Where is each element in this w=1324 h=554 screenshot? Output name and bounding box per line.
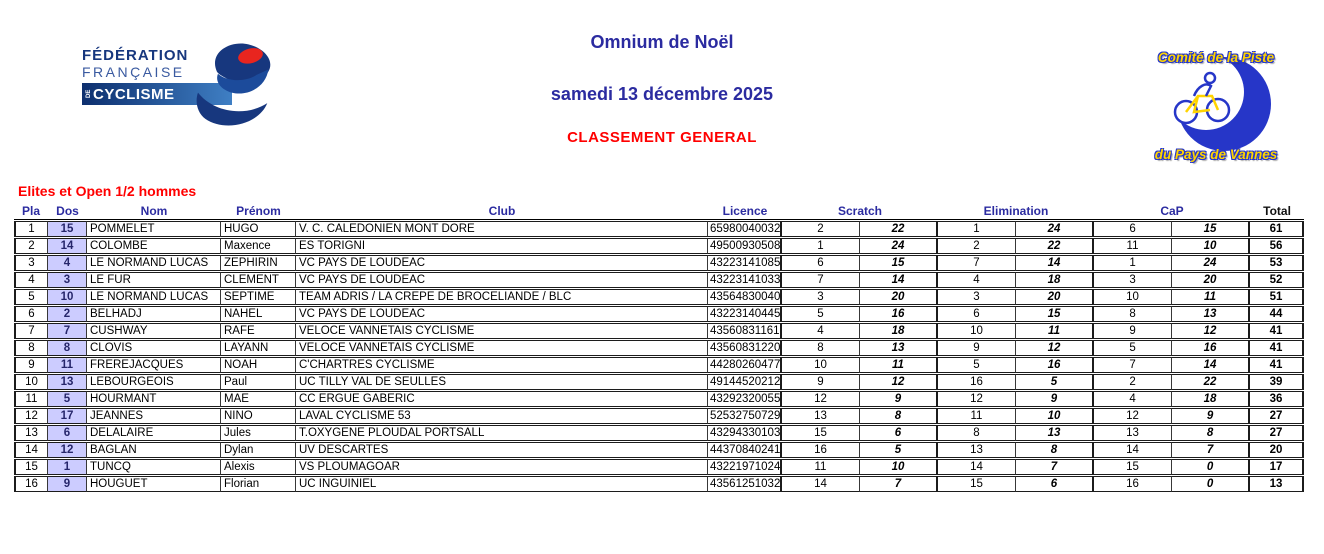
club-cell: VELOCE VANNETAIS CYCLISME <box>296 323 708 339</box>
rank-cell: 15 <box>14 459 48 475</box>
cap-place-cell: 5 <box>1094 340 1172 356</box>
licence-cell: 43560831161 <box>708 323 782 339</box>
table-row <box>14 459 1304 475</box>
category-title: Elites et Open 1/2 hommes <box>18 183 197 199</box>
lastname-cell: POMMELET <box>87 221 221 237</box>
cap-place-cell: 15 <box>1094 459 1172 475</box>
lastname-cell: JEANNES <box>87 408 221 424</box>
elimination-points-cell: 20 <box>1016 289 1094 305</box>
ffc-logo-de: DE <box>86 89 92 98</box>
header-elimination: Elimination <box>938 201 1094 220</box>
club-cell: C'CHARTRES CYCLISME <box>296 357 708 373</box>
licence-cell: 43294330103 <box>710 427 781 439</box>
table-row <box>14 323 1304 339</box>
scratch-points-cell: 18 <box>860 323 938 339</box>
scratch-place-cell: 16 <box>782 442 860 458</box>
lastname-cell: TUNCQ <box>87 459 221 475</box>
licence-cell: 43223141033 <box>710 274 781 286</box>
header-club: Club <box>296 201 708 220</box>
total-cell: 44 <box>1250 306 1304 322</box>
firstname-cell: Maxence <box>221 238 296 254</box>
ffc-logo-line3: CYCLISME <box>93 85 175 103</box>
scratch-place-cell: 13 <box>782 408 860 424</box>
scratch-place-cell: 3 <box>782 289 860 305</box>
cap-points-cell: 10 <box>1172 238 1250 254</box>
firstname-cell: RAFE <box>221 323 296 339</box>
cap-points-cell: 11 <box>1172 289 1250 305</box>
licence-cell: 43561251032 <box>710 478 781 490</box>
rank-cell: 3 <box>14 255 48 271</box>
scratch-place-cell: 9 <box>782 374 860 390</box>
elimination-points-cell: 14 <box>1016 255 1094 271</box>
elimination-points-cell: 24 <box>1016 221 1094 237</box>
event-date: samedi 13 décembre 2025 <box>550 84 774 104</box>
scratch-points-cell: 15 <box>860 255 938 271</box>
scratch-points-cell: 6 <box>860 425 938 441</box>
total-cell: 41 <box>1250 323 1304 339</box>
scratch-points-cell: 20 <box>860 289 938 305</box>
header-nom: Nom <box>87 201 221 220</box>
table-row <box>14 391 1304 407</box>
elimination-place-cell: 4 <box>938 272 1016 288</box>
elimination-points-cell: 15 <box>1016 306 1094 322</box>
lastname-cell: CUSHWAY <box>87 323 221 339</box>
club-cell: VELOCE VANNETAIS CYCLISME <box>296 340 708 356</box>
cap-points-cell: 0 <box>1172 459 1250 475</box>
bib-cell: 6 <box>48 425 87 441</box>
scratch-points-cell: 8 <box>860 408 938 424</box>
firstname-cell: LAYANN <box>221 340 296 356</box>
cap-points-cell: 15 <box>1172 221 1250 237</box>
firstname-cell: Alexis <box>221 459 296 475</box>
club-cell: UC INGUINIEL <box>296 476 708 492</box>
total-cell: 39 <box>1250 374 1304 390</box>
header-dos: Dos <box>48 201 87 220</box>
rank-cell: 1 <box>14 221 48 237</box>
licence-cell: 49144520212 <box>710 376 781 388</box>
header-pla: Pla <box>14 201 48 220</box>
total-cell: 20 <box>1250 442 1304 458</box>
total-cell: 41 <box>1250 357 1304 373</box>
scratch-place-cell: 15 <box>782 425 860 441</box>
elimination-points-cell: 16 <box>1016 357 1094 373</box>
total-cell: 36 <box>1250 391 1304 407</box>
elimination-place-cell: 16 <box>938 374 1016 390</box>
rank-cell: 8 <box>14 340 48 356</box>
cap-points-cell: 13 <box>1172 306 1250 322</box>
rank-cell: 12 <box>14 408 48 424</box>
bib-cell: 14 <box>48 238 87 254</box>
results-table <box>14 200 1304 493</box>
elimination-place-cell: 15 <box>938 476 1016 492</box>
rank-cell: 4 <box>14 272 48 288</box>
total-cell: 27 <box>1250 425 1304 441</box>
bib-cell: 4 <box>48 255 87 271</box>
club-cell: VC PAYS DE LOUDEAC <box>296 272 708 288</box>
scratch-place-cell: 11 <box>782 459 860 475</box>
cap-place-cell: 2 <box>1094 374 1172 390</box>
scratch-points-cell: 9 <box>860 391 938 407</box>
club-cell: V. C. CALEDONIEN MONT DORE <box>296 221 708 237</box>
elimination-points-cell: 10 <box>1016 408 1094 424</box>
elimination-place-cell: 3 <box>938 289 1016 305</box>
total-cell: 56 <box>1250 238 1304 254</box>
table-header-row <box>14 201 1304 220</box>
bib-cell: 10 <box>48 289 87 305</box>
firstname-cell: NAHEL <box>221 306 296 322</box>
firstname-cell: Dylan <box>221 442 296 458</box>
scratch-place-cell: 10 <box>782 357 860 373</box>
committee-logo <box>1136 38 1296 164</box>
results-body <box>14 221 1304 492</box>
firstname-cell: ZEPHIRIN <box>221 255 296 271</box>
scratch-points-cell: 12 <box>860 374 938 390</box>
table-row <box>14 357 1304 373</box>
cap-place-cell: 8 <box>1094 306 1172 322</box>
bib-cell: 3 <box>48 272 87 288</box>
licence-cell: 43564830040 <box>710 291 781 303</box>
elimination-place-cell: 2 <box>938 238 1016 254</box>
licence-cell: 44280260477 <box>710 359 781 371</box>
elimination-place-cell: 12 <box>938 391 1016 407</box>
elimination-points-cell: 18 <box>1016 272 1094 288</box>
cap-points-cell: 22 <box>1172 374 1250 390</box>
cap-points-cell: 12 <box>1172 323 1250 339</box>
scratch-points-cell: 10 <box>860 459 938 475</box>
club-cell: LAVAL CYCLISME 53 <box>296 408 708 424</box>
lastname-cell: HOUGUET <box>87 476 221 492</box>
header-licence: Licence <box>708 201 782 220</box>
table-row <box>14 476 1304 492</box>
bib-cell: 15 <box>48 221 87 237</box>
lastname-cell: FREREJACQUES <box>87 357 221 373</box>
lastname-cell: COLOMBE <box>87 238 221 254</box>
event-title: Omnium de Noël <box>590 32 734 52</box>
scratch-place-cell: 14 <box>782 476 860 492</box>
lastname-cell: LE NORMAND LUCAS <box>87 289 221 305</box>
elimination-points-cell: 8 <box>1016 442 1094 458</box>
cap-points-cell: 9 <box>1172 408 1250 424</box>
table-row <box>14 255 1304 271</box>
cap-place-cell: 7 <box>1094 357 1172 373</box>
firstname-cell: Florian <box>221 476 296 492</box>
total-cell: 51 <box>1250 289 1304 305</box>
committee-logo-top-text: Comité de la Piste <box>1157 50 1275 65</box>
scratch-points-cell: 7 <box>860 476 938 492</box>
cap-place-cell: 13 <box>1094 425 1172 441</box>
cap-place-cell: 4 <box>1094 391 1172 407</box>
firstname-cell: Paul <box>221 374 296 390</box>
licence-cell: 43560831220 <box>710 342 781 354</box>
bib-cell: 8 <box>48 340 87 356</box>
licence-cell: 43223141085 <box>710 257 781 269</box>
rank-cell: 9 <box>14 357 48 373</box>
rank-cell: 2 <box>14 238 48 254</box>
scratch-points-cell: 14 <box>860 272 938 288</box>
club-cell: VC PAYS DE LOUDEAC <box>296 306 708 322</box>
scratch-place-cell: 12 <box>782 391 860 407</box>
cap-points-cell: 0 <box>1172 476 1250 492</box>
elimination-place-cell: 1 <box>938 221 1016 237</box>
scratch-place-cell: 7 <box>782 272 860 288</box>
club-cell: ES TORIGNI <box>296 238 708 254</box>
cap-place-cell: 16 <box>1094 476 1172 492</box>
club-cell: T.OXYGENE PLOUDAL PORTSALL <box>296 425 708 441</box>
table-row <box>14 425 1304 441</box>
lastname-cell: DELALAIRE <box>87 425 221 441</box>
licence-cell: 65980040032 <box>710 223 781 235</box>
lastname-cell: BAGLAN <box>87 442 221 458</box>
table-row <box>14 442 1304 458</box>
firstname-cell: NINO <box>221 408 296 424</box>
club-cell: VS PLOUMAGOAR <box>296 459 708 475</box>
bib-cell: 17 <box>48 408 87 424</box>
lastname-cell: LEBOURGEOIS <box>87 374 221 390</box>
elimination-place-cell: 9 <box>938 340 1016 356</box>
club-cell: UV DESCARTES <box>296 442 708 458</box>
club-cell: TEAM ADRIS / LA CREPE DE BROCELIANDE / BLC <box>296 289 708 305</box>
club-cell: VC PAYS DE LOUDEAC <box>296 255 708 271</box>
elimination-points-cell: 9 <box>1016 391 1094 407</box>
header-prenom: Prénom <box>221 201 296 220</box>
scratch-points-cell: 24 <box>860 238 938 254</box>
total-cell: 27 <box>1250 408 1304 424</box>
licence-cell: 43292320055 <box>710 393 781 405</box>
bib-cell: 12 <box>48 442 87 458</box>
licence-cell: 44370840241 <box>710 444 781 456</box>
elimination-points-cell: 7 <box>1016 459 1094 475</box>
cap-points-cell: 20 <box>1172 272 1250 288</box>
scratch-place-cell: 4 <box>782 323 860 339</box>
cap-place-cell: 14 <box>1094 442 1172 458</box>
lastname-cell: LE NORMAND LUCAS <box>87 255 221 271</box>
cap-place-cell: 9 <box>1094 323 1172 339</box>
scratch-points-cell: 22 <box>860 221 938 237</box>
licence-cell: 49500930508 <box>710 240 781 252</box>
cap-points-cell: 18 <box>1172 391 1250 407</box>
elimination-points-cell: 6 <box>1016 476 1094 492</box>
firstname-cell: MAE <box>221 391 296 407</box>
elimination-points-cell: 12 <box>1016 340 1094 356</box>
elimination-points-cell: 5 <box>1016 374 1094 390</box>
firstname-cell: NOAH <box>221 357 296 373</box>
licence-cell: 43221971024 <box>710 461 781 473</box>
elimination-place-cell: 14 <box>938 459 1016 475</box>
lastname-cell: LE FUR <box>87 272 221 288</box>
firstname-cell: Jules <box>221 425 296 441</box>
cap-points-cell: 14 <box>1172 357 1250 373</box>
scratch-points-cell: 16 <box>860 306 938 322</box>
cap-place-cell: 6 <box>1094 221 1172 237</box>
classification-title: CLASSEMENT GENERAL <box>567 129 757 146</box>
rank-cell: 5 <box>14 289 48 305</box>
scratch-points-cell: 11 <box>860 357 938 373</box>
rank-cell: 11 <box>14 391 48 407</box>
header-total: Total <box>1250 201 1304 220</box>
scratch-points-cell: 13 <box>860 340 938 356</box>
rank-cell: 10 <box>14 374 48 390</box>
elimination-points-cell: 11 <box>1016 323 1094 339</box>
bib-cell: 13 <box>48 374 87 390</box>
table-row <box>14 238 1304 254</box>
bib-cell: 11 <box>48 357 87 373</box>
cap-place-cell: 1 <box>1094 255 1172 271</box>
elimination-place-cell: 8 <box>938 425 1016 441</box>
total-cell: 61 <box>1250 221 1304 237</box>
ffc-logo-line2: FRANÇAISE <box>82 64 185 80</box>
bib-cell: 9 <box>48 476 87 492</box>
elimination-place-cell: 6 <box>938 306 1016 322</box>
scratch-place-cell: 1 <box>782 238 860 254</box>
elimination-points-cell: 22 <box>1016 238 1094 254</box>
table-row <box>14 340 1304 356</box>
table-row <box>14 408 1304 424</box>
elimination-place-cell: 7 <box>938 255 1016 271</box>
firstname-cell: CLEMENT <box>221 272 296 288</box>
cap-points-cell: 16 <box>1172 340 1250 356</box>
club-cell: CC ERGUE GABERIC <box>296 391 708 407</box>
bib-cell: 1 <box>48 459 87 475</box>
total-cell: 17 <box>1250 459 1304 475</box>
rank-cell: 16 <box>14 476 48 492</box>
licence-cell: 43223140445 <box>710 308 781 320</box>
total-cell: 53 <box>1250 255 1304 271</box>
elimination-place-cell: 11 <box>938 408 1016 424</box>
header-scratch: Scratch <box>782 201 938 220</box>
elimination-place-cell: 10 <box>938 323 1016 339</box>
firstname-cell: HUGO <box>221 221 296 237</box>
bib-cell: 5 <box>48 391 87 407</box>
scratch-points-cell: 5 <box>860 442 938 458</box>
cap-place-cell: 12 <box>1094 408 1172 424</box>
ffc-logo-line1: FÉDÉRATION <box>82 47 189 64</box>
table-row <box>14 374 1304 390</box>
lastname-cell: HOURMANT <box>87 391 221 407</box>
scratch-place-cell: 8 <box>782 340 860 356</box>
scratch-place-cell: 2 <box>782 221 860 237</box>
rank-cell: 14 <box>14 442 48 458</box>
bib-cell: 7 <box>48 323 87 339</box>
licence-cell: 52532750729 <box>710 410 781 422</box>
cap-points-cell: 24 <box>1172 255 1250 271</box>
lastname-cell: BELHADJ <box>87 306 221 322</box>
cap-place-cell: 3 <box>1094 272 1172 288</box>
total-cell: 52 <box>1250 272 1304 288</box>
cap-place-cell: 10 <box>1094 289 1172 305</box>
bib-cell: 2 <box>48 306 87 322</box>
table-row <box>14 289 1304 305</box>
lastname-cell: CLOVIS <box>87 340 221 356</box>
total-cell: 41 <box>1250 340 1304 356</box>
club-cell: UC TILLY VAL DE SEULLES <box>296 374 708 390</box>
table-row <box>14 306 1304 322</box>
elimination-place-cell: 13 <box>938 442 1016 458</box>
cap-place-cell: 11 <box>1094 238 1172 254</box>
cap-points-cell: 7 <box>1172 442 1250 458</box>
total-cell: 13 <box>1250 476 1304 492</box>
elimination-points-cell: 13 <box>1016 425 1094 441</box>
rank-cell: 13 <box>14 425 48 441</box>
committee-logo-bottom-text: du Pays de Vannes <box>1154 147 1278 162</box>
scratch-place-cell: 5 <box>782 306 860 322</box>
firstname-cell: SEPTIME <box>221 289 296 305</box>
cap-points-cell: 8 <box>1172 425 1250 441</box>
rank-cell: 6 <box>14 306 48 322</box>
header-cap: CaP <box>1094 201 1250 220</box>
rank-cell: 7 <box>14 323 48 339</box>
table-row <box>14 272 1304 288</box>
table-row <box>14 221 1304 237</box>
elimination-place-cell: 5 <box>938 357 1016 373</box>
scratch-place-cell: 6 <box>782 255 860 271</box>
